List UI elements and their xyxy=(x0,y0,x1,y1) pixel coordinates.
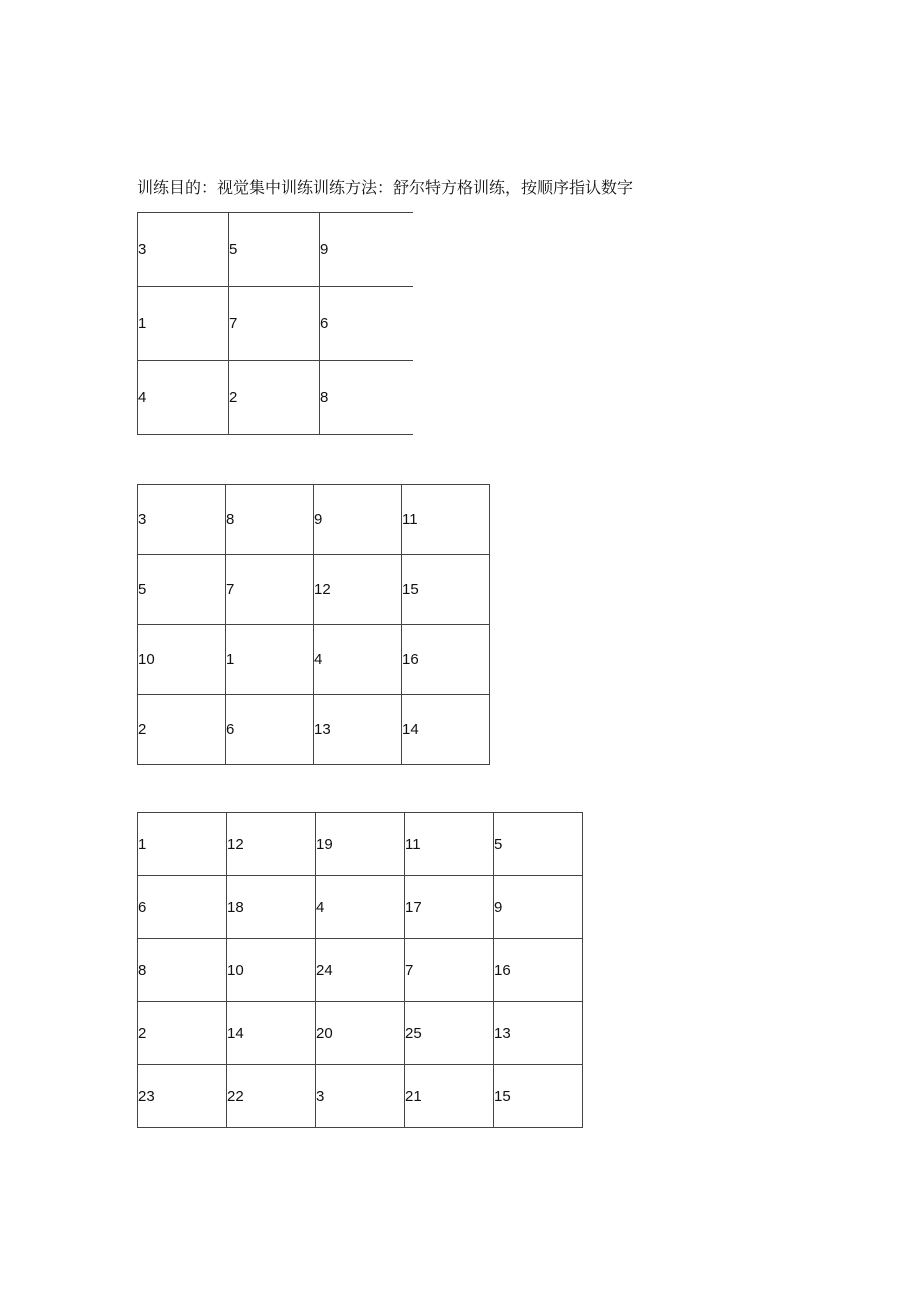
grid-row xyxy=(138,625,490,695)
grid-cell: 2 xyxy=(138,1002,227,1065)
grid-cell: 1 xyxy=(226,625,314,695)
grid-cell: 3 xyxy=(138,485,226,555)
grid-cell: 15 xyxy=(494,1065,583,1128)
grid-row xyxy=(138,939,583,1002)
grid-cell: 25 xyxy=(405,1002,494,1065)
grid-cell: 16 xyxy=(402,625,490,695)
grid-cell: 22 xyxy=(227,1065,316,1128)
grid-cell: 2 xyxy=(138,695,226,765)
grid-row xyxy=(138,361,414,435)
grid-row xyxy=(138,485,490,555)
grid-cell: 4 xyxy=(314,625,402,695)
grid-cell: 10 xyxy=(227,939,316,1002)
grid-cell: 14 xyxy=(402,695,490,765)
grid-cell: 6 xyxy=(320,287,414,361)
grid-cell: 5 xyxy=(229,213,320,287)
grid-row xyxy=(138,813,583,876)
grid-cell: 9 xyxy=(494,876,583,939)
grid-cell: 19 xyxy=(316,813,405,876)
grid-cell: 8 xyxy=(226,485,314,555)
grid-cell: 11 xyxy=(405,813,494,876)
grid-cell: 17 xyxy=(405,876,494,939)
grid-cell: 7 xyxy=(229,287,320,361)
grid-cell: 1 xyxy=(138,287,229,361)
grid-cell: 15 xyxy=(402,555,490,625)
grid-cell: 5 xyxy=(138,555,226,625)
grid-cell: 6 xyxy=(138,876,227,939)
grid-row xyxy=(138,695,490,765)
grid-cell: 5 xyxy=(494,813,583,876)
grid-cell: 1 xyxy=(138,813,227,876)
grid-row xyxy=(138,555,490,625)
grid-cell: 6 xyxy=(226,695,314,765)
grid-cell: 4 xyxy=(316,876,405,939)
grid-cell: 10 xyxy=(138,625,226,695)
grid-cell: 3 xyxy=(138,213,229,287)
grid-cell: 13 xyxy=(314,695,402,765)
grid-cell: 24 xyxy=(316,939,405,1002)
grid-cell: 7 xyxy=(405,939,494,1002)
grid-row xyxy=(138,876,583,939)
grid-row xyxy=(138,213,414,287)
grid-cell: 4 xyxy=(138,361,229,435)
grid-row xyxy=(138,287,414,361)
grid-cell: 21 xyxy=(405,1065,494,1128)
schulte-grid-5x5 xyxy=(137,812,583,1128)
grid-cell: 12 xyxy=(314,555,402,625)
grid-cell: 9 xyxy=(314,485,402,555)
schulte-grid-3x3 xyxy=(137,212,413,435)
grid-cell: 8 xyxy=(138,939,227,1002)
grid-cell: 23 xyxy=(138,1065,227,1128)
grid-cell: 13 xyxy=(494,1002,583,1065)
grid-cell: 7 xyxy=(226,555,314,625)
grid-cell: 3 xyxy=(316,1065,405,1128)
grid-cell: 16 xyxy=(494,939,583,1002)
grid-cell: 18 xyxy=(227,876,316,939)
grid-cell: 12 xyxy=(227,813,316,876)
grid-cell: 9 xyxy=(320,213,414,287)
grid-row xyxy=(138,1002,583,1065)
grid-cell: 2 xyxy=(229,361,320,435)
schulte-grid-4x4 xyxy=(137,484,490,765)
page-heading: 训练目的：视觉集中训练训练方法：舒尔特方格训练，按顺序指认数字 xyxy=(137,180,634,197)
grid-cell: 8 xyxy=(320,361,414,435)
grid-cell: 20 xyxy=(316,1002,405,1065)
grid-cell: 14 xyxy=(227,1002,316,1065)
grid-cell: 11 xyxy=(402,485,490,555)
grid-row xyxy=(138,1065,583,1128)
